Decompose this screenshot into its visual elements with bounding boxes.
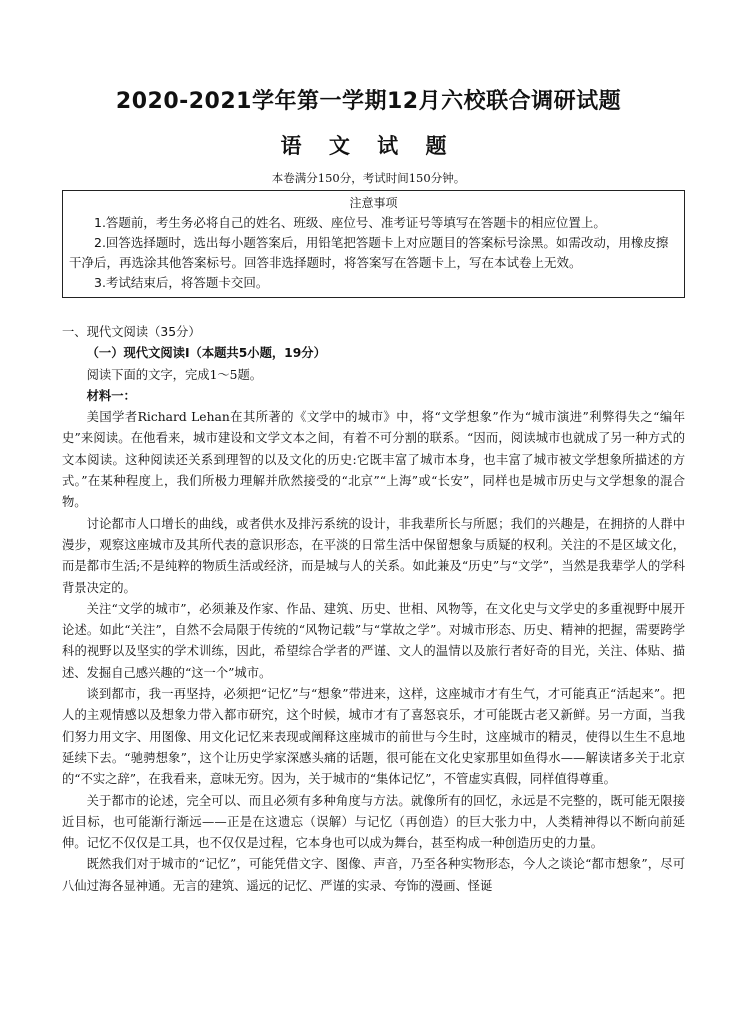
- notice-heading: 注意事项: [349, 196, 398, 210]
- paragraph: 关注“文学的城市”，必须兼及作家、作品、建筑、历史、世相、风物等，在文化史与文学史的多重视野中展开论述。如此“关注”，自然不会局限于传统的“风物记载”与“掌故之学”。对城市形态、历史、精神的把握，需要跨学科的视野以及坚实的学术训练，因此，希望综合学者的严谨、文人的温情以及旅行者好奇的目光，关注、体贴、描述、发掘自己感兴趣的“这一个”城市。: [62, 601, 685, 680]
- reading-section: [62, 322, 685, 897]
- exam-subtitle: 语 文 试 题: [280, 134, 457, 158]
- notice-item: 3.考试结束后，将答题卡交回。: [94, 275, 269, 290]
- paragraph: 谈到都市，我一再坚持，必须把“记忆”与“想象”带进来，这样，这座城市才有生气，才可能真正“活起来”。把人的主观情感以及想象力带入都市研究，这个时候，城市才有了喜怒哀乐，才可能既古老又新鲜。另一方面，当我们努力用文字、用图像、用文化记忆来表现或阐释这座城市的前世与今生时，这座城市的精灵，使得以生生不息地延续下去。“驰骋想象”，这个让历史学家深感头痛的话题，很可能在文化史家那里如鱼得水——解读诸多关于北京的“不实之辞”，在我看来，意味无穷。因为，关于城市的“集体记忆”，不管虚实真假，同样值得尊重。: [62, 687, 685, 787]
- notice-item: 2.回答选择题时，选出每小题答案后，用铅笔把答题卡上对应题目的答案标号涂黑。如需改动，用橡皮擦干净后，再选涂其他答案标号。回答非选择题时，将答案写在答题卡上，写在本试卷上无效。: [69, 235, 669, 270]
- paragraph: 关于都市的论述，完全可以、而且必须有多种角度与方法。就像所有的回忆，永远是不完整的，既可能无限接近目标，也可能渐行渐远——正是在这遗忘（误解）与记忆（再创造）的巨大张力中，人类精神得以不断向前延伸。记忆不仅仅是工具，也不仅仅是过程，它本身也可以成为舞台，甚至构成一种创造历史的力量。: [62, 793, 685, 851]
- paragraph: 既然我们对于城市的“记忆”，可能凭借文字、图像、声音，乃至各种实物形态，今人之谈论“都市想象”，尽可八仙过海各显神通。无言的建筑、遥远的记忆、严谨的实录、夸饰的漫画、怪诞: [62, 857, 685, 893]
- paragraph: 讨论都市人口增长的曲线，或者供水及排污系统的设计，非我辈所长与所愿；我们的兴趣是，在拥挤的人群中漫步，观察这座城市及其所代表的意识形态，在平淡的日常生活中保留想象与质疑的权利。关注的不是区域文化，而是都市生活;不是纯粹的物质生活或经济，而是城与人的关系。如此兼及“历史”与“文学”，当然是我辈学人的学科背景决定的。: [62, 516, 685, 595]
- paragraph: 美国学者Richard Lehan在其所著的《文学中的城市》中，将“文学想象”作为“城市演进”利弊得失之“编年史”来阅读。在他看来，城市建设和文学文本之间，有着不可分割的联系。“因而，阅读城市也就成了另一种方式的文本阅读。这种阅读还关系到理智的以及文化的历史:它既丰富了城市本身，也丰富了城市被文学想象所描述的方式。”在某种程度上，我们所极力理解并欣然接受的“北京”“上海”或“长安”，同样也是城市历史与文学想象的混合物。: [62, 410, 685, 510]
- material-label: 材料一：: [86, 388, 136, 403]
- notice-box: [62, 190, 685, 298]
- instruction: 阅读下面的文字，完成1～5题。: [86, 367, 263, 382]
- section-heading: 一、现代文阅读（35分）: [62, 325, 201, 339]
- score-note: 本卷满分150分，考试时间150分钟。: [271, 171, 466, 185]
- subsection-heading: （一）现代文阅读Ⅰ（本题共5小题，19分）: [86, 346, 326, 361]
- exam-title: 2020-2021学年第一学期12月六校联合调研试题: [115, 89, 622, 114]
- notice-item: 1.答题前，考生务必将自己的姓名、班级、座位号、准考证号等填写在答题卡的相应位置上。: [94, 215, 606, 230]
